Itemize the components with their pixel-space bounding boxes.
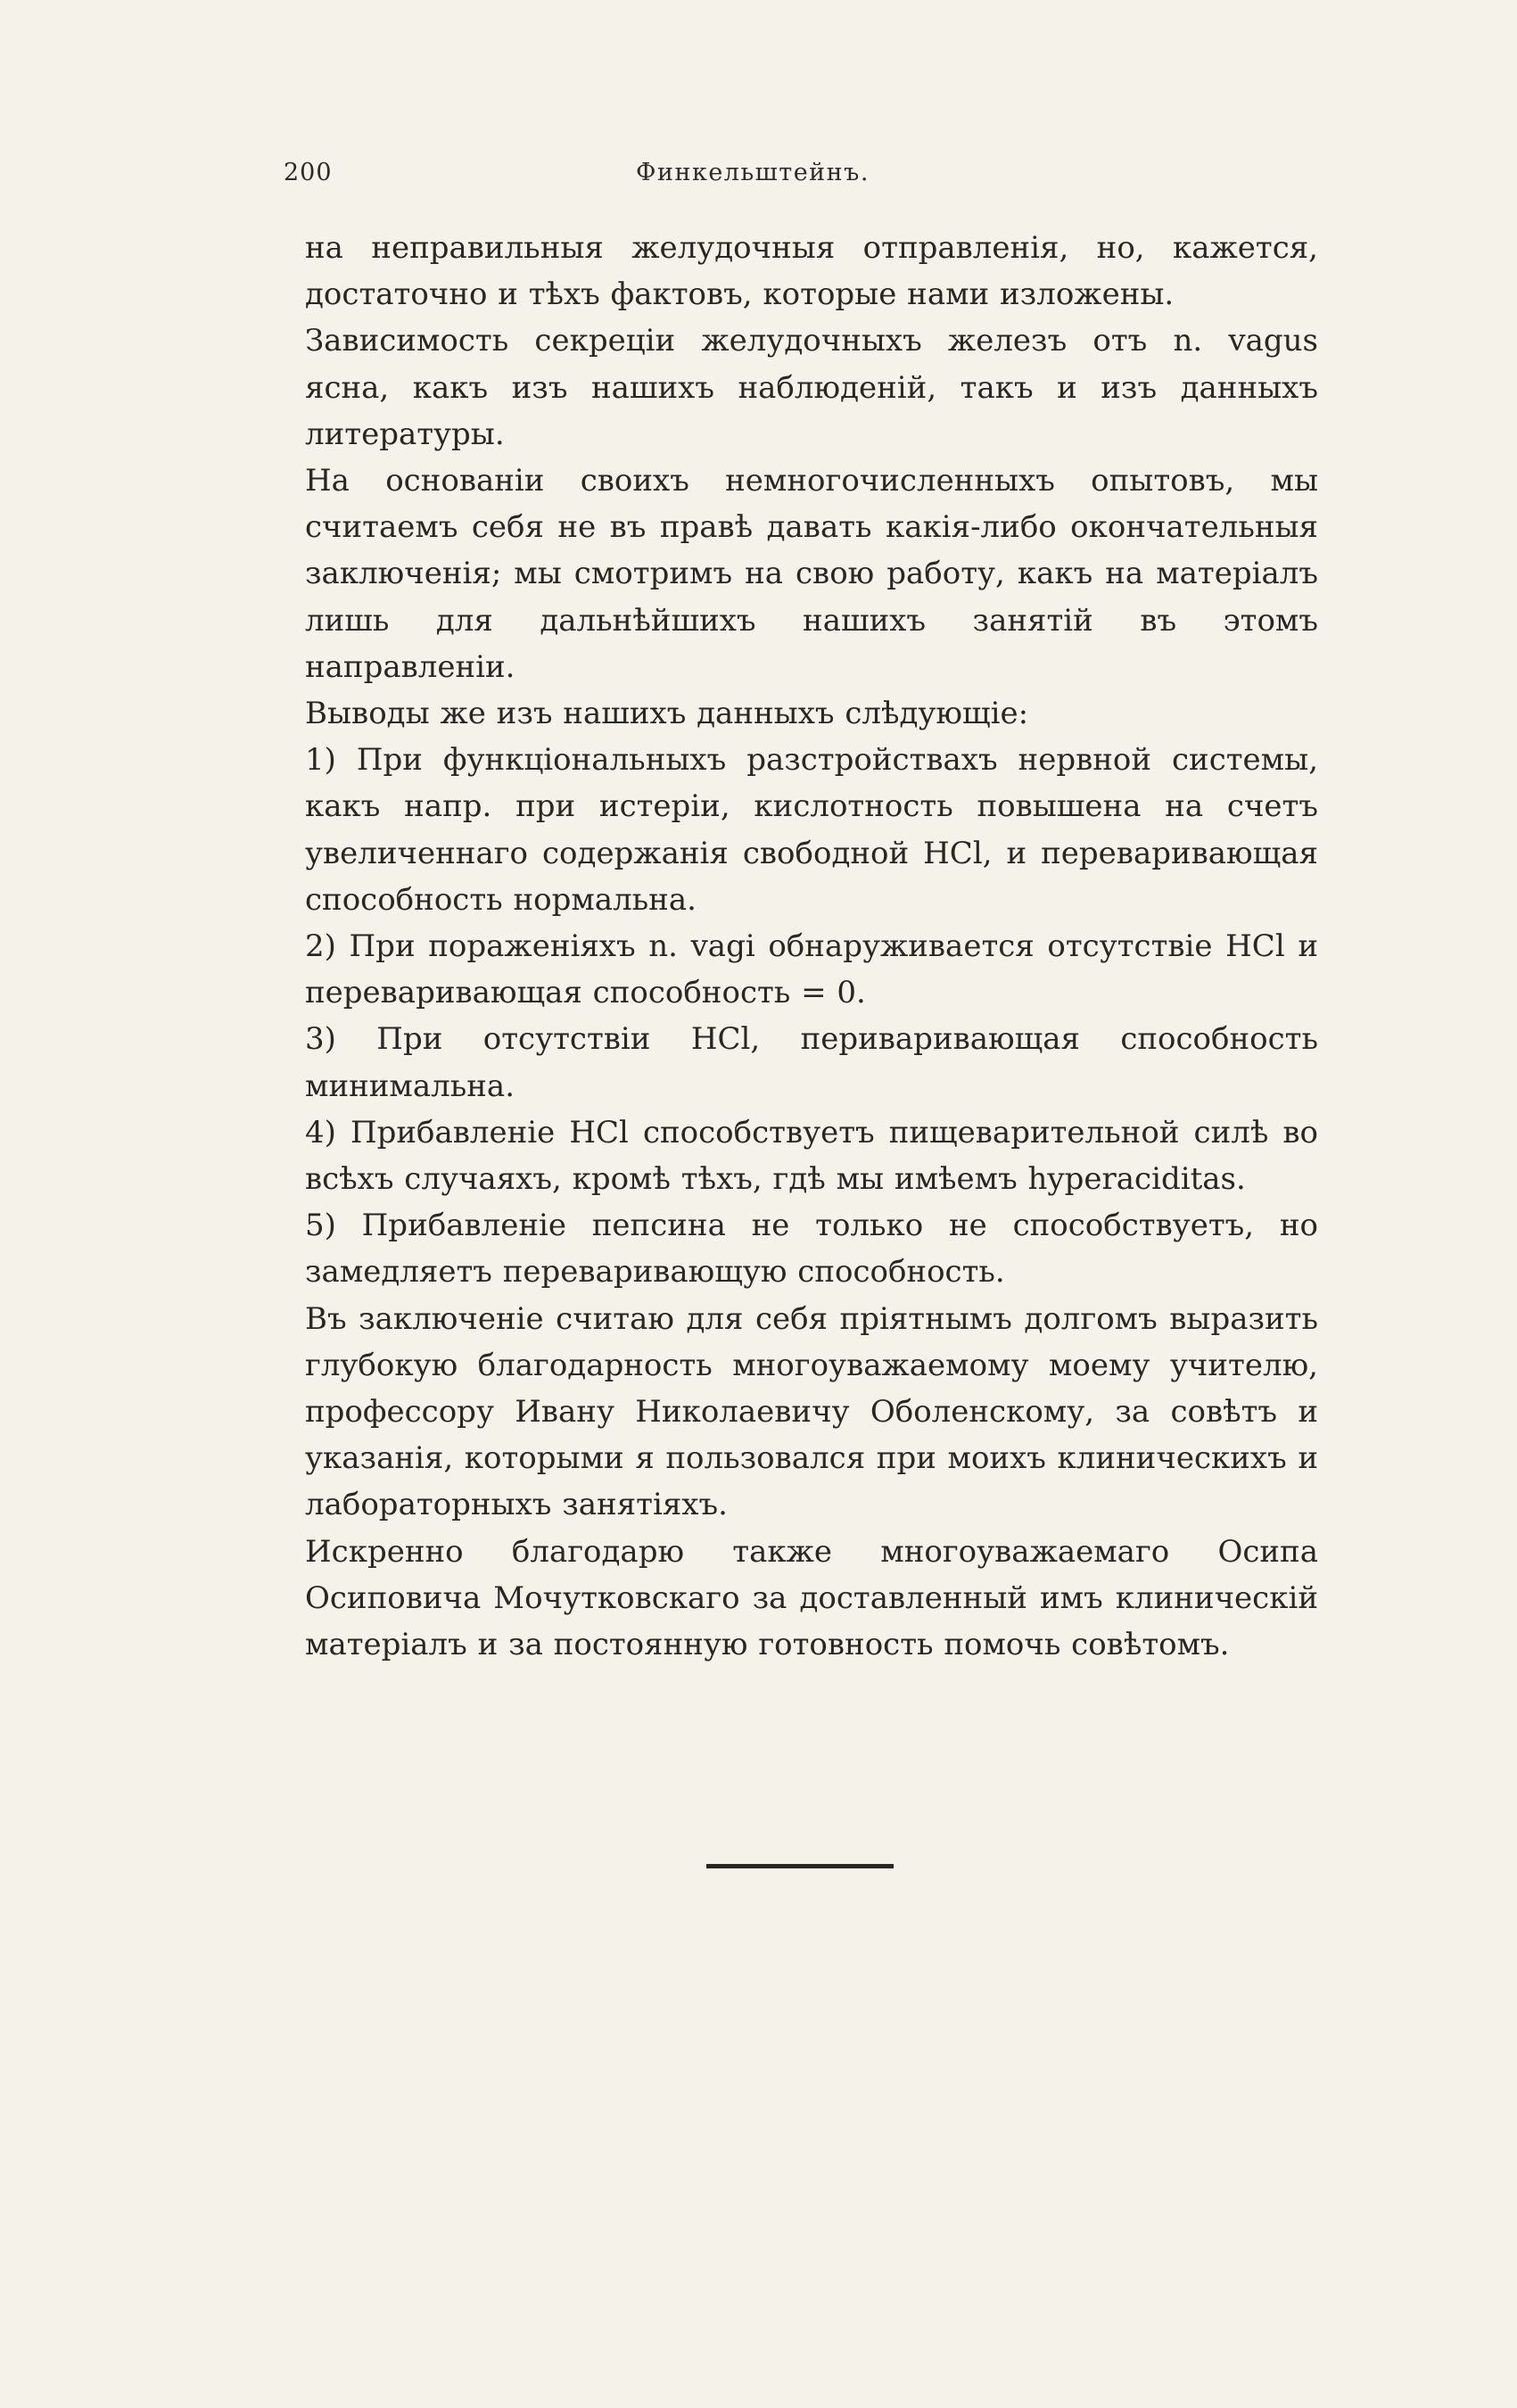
running-head: Финкельштейнъ.: [636, 159, 870, 186]
paragraph-continuation: на неправильныя желудочныя отправленія, но, кажется, достаточно и тѣхъ фактовъ, которые нами изложены.: [305, 230, 1318, 313]
conclusion-3: 3) При отсутствіи HCl, периваривающая способность минимальна.: [305, 1021, 1318, 1104]
page-number: 200: [284, 159, 333, 186]
paragraph-conclusions-intro: Выводы же изъ нашихъ данныхъ слѣдующіе:: [305, 696, 1029, 732]
end-rule: [706, 1864, 894, 1868]
conclusion-1: 1) При функціональныхъ разстройствахъ нервной системы, какъ напр. при истеріи, кислотность повышена на счетъ увеличеннаго содержанія свободной HCl, и переваривающая способность нормальна.: [305, 742, 1318, 918]
paragraph-acknowledgement-1: Въ заключеніе считаю для себя пріятнымъ долгомъ выразить глубокую благодарность многоуважаемому моему учителю, профессору Ивану Николаевичу Оболенскому, за совѣтъ и указанія, которыми я пользовался при моихъ клиническихъ и лабораторныхъ занятіяхъ.: [305, 1300, 1318, 1523]
paragraph-experiments: На основаніи своихъ немногочисленныхъ опытовъ, мы считаемъ себя не въ правѣ давать какія-либо окончательныя заключенія; мы смотримъ на свою работу, какъ на матеріалъ лишь для дальнѣйшихъ нашихъ занятій въ этомъ направленіи.: [305, 463, 1318, 685]
conclusion-2: 2) При пораженіяхъ n. vagi обнаруживается отсутствіе HCl и переваривающая способность = 0.: [305, 928, 1318, 1011]
body-text: [305, 225, 1318, 1668]
paragraph-vagus: Зависимость секреціи желудочныхъ железъ отъ n. vagus ясна, какъ изъ нашихъ наблюденій, такъ и изъ данныхъ литературы.: [305, 323, 1318, 452]
page-header: [284, 159, 1222, 194]
conclusion-5: 5) Прибавленіе пепсина не только не способствуетъ, но замедляетъ переваривающую способность.: [305, 1208, 1318, 1291]
conclusion-4: 4) Прибавленіе HCl способствуетъ пищеварительной силѣ во всѣхъ случаяхъ, кромѣ тѣхъ, гдѣ мы имѣемъ hyperaciditas.: [305, 1114, 1318, 1198]
paragraph-acknowledgement-2: Искренно благодарю также многоуважаемаго Осипа Осиповича Мочутковскаго за доставленный имъ клиническій матеріалъ и за постоянную готовность помочь совѣтомъ.: [305, 1533, 1318, 1663]
